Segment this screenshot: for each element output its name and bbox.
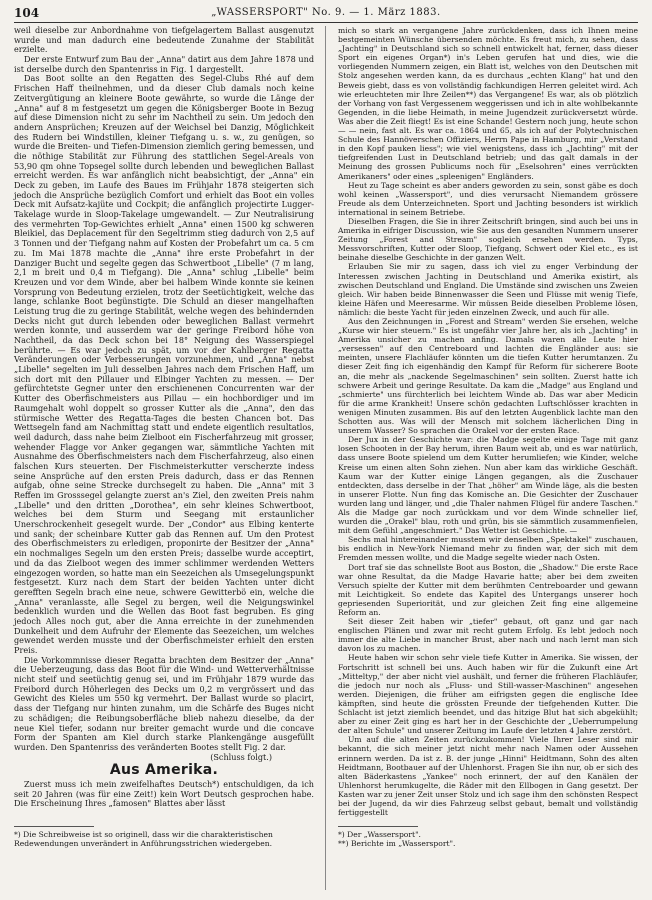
paragraph: Um auf die alten Zeiten zurückzukommen! Viele Ihrer Leser sind mir bekannt, die sich meiner jetzt nicht mehr nach Namen oder Aussehen erinnern werden. Da ist z. B. der junge „Hinni" Heidtmann, Sohn des alten Heidtmann, Bootbauer auf der Uhlenhorst. Fragen Sie ihn nur, ob er sich des alten Bäderkastens „Yankee" noch erinnert, der auf den Kanälen der Uhlenhorst herumkugelte, die Räder mit den Ellbogen in Gang gesetzt. Der Kasten war zu jener Zeit unser Stolz und ich sage ihm den schönsten Respect bei der Jugend, da wir dies Fahrzeug selbst gebaut, bemalt und vollständig fertiggestellt bbox=[338, 735, 638, 818]
paragraph: Die Vorkommnisse dieser Regatta brachten dem Besitzer der „Anna" die Ueberzeugung, dass das Boot für die Wind- und Wetterverhältnisse nicht steif und seetüchtig genug sei, und im Frühjahr 1879 wurde das Freibord durch Höherlegen des Decks um 0,2 m vergrössert und das Gewicht des Kieles um 550 kg vermehrt. Der Ballast wurde so placirt, dass der Tiefgang nur hinten zunahm, um die Schärfe des Buges nicht zu schädigen; die Reibungsoberfläche blieb nahezu dieselbe, da der neue Kiel tiefer, sodann nur breiter gemacht wurde und die concave Form der Spanten am Kiel durch starke Plankengänge ausgefüllt wurden. Den Spantenriss des veränderten Bootes stellt Fig. 2 dar. bbox=[14, 654, 314, 752]
running-title: „WASSERSPORT" No. 9. — 1. März 1883. bbox=[211, 7, 441, 18]
footnote: *) Der „Wassersport". bbox=[338, 830, 421, 839]
footnote: **) Berichte im „Wassersport". bbox=[338, 839, 456, 848]
paragraph: Heut zu Tage scheint es aber anders geworden zu sein, sonst gäbe es doch wohl keinen „Wassersport", und dies verursacht Niemandem grössere Freude als dem Unterzeichneten. Sport und Jachting besonders ist wirklich international in seinem Betriebe. bbox=[338, 180, 638, 217]
paragraph: mich so stark an vergangene Jahre zurückdenken, dass ich Ihnen meine bestgemeinten Wünsche übersenden möchte. Es freut mich, zu sehen, dass „Jachting" in Deutschland sich so schnell entwickelt hat, ferner, dass dieser Sport ein eigenes Organ*) in's Leben gerufen hat und dies, wie die vorliegenden Nummern zeigen, ein Blatt ist, welches von den Deutschen mit Stolz angesehen werden kann, da es durchaus „echten Klang" hat und den Beweis giebt, dass es von vollständig fachkundigen Herren geleitet wird. Ach wie erleuchteten mir Ihre Zeilen**) das Vergangene! Es war, als ob plötzlich der Vorhang von fast Vergessenem weggerissen und ich in alte wohlbekannte Gegenden, in die liebe Heimath, in meine Jugendzeit zurückversetzt würde. Was aber die Zeit fliegt! Es ist eine Schande! Gestern noch jung, heute schon — — nein, fast alt. Es war ca. 1864 und 65, als ich auf der Polytechnischen Schule des Hannöverschen Offiziers, Herrn Pape in Hamburg, mir „Verstand in den Kopf pauken liess"; wie viel wenigstens, dass ich „Jachting" mit der tiefgreifenden Lust in Deutschland betrieb; und das galt damals in der Meinung des grossen Publicums noch für „Eselsohren" eines verrückten Amerikaners" oder eines „spleenigen" Engländers. bbox=[338, 26, 638, 181]
paragraph: Der erste Entwurf zum Bau der „Anna" datirt aus dem Jahre 1878 und ist derselbe durch den Spantenriss in Fig. 1 dargestellt. bbox=[14, 54, 314, 74]
paragraph: Dieselben Fragen, die Sie in ihrer Zeitschrift bringen, sind auch bei uns in Amerika in eifriger Discussion, wie Sie aus den gesandten Nummern unserer Zeitung „Forest and Stream" sogleich ersehen werden. Typs, Messvorschriften, Kutter oder Sloop, Tiefgang, Schwert oder Kiel etc., es ist beinahe dieselbe Geschichte in der ganzen Welt. bbox=[338, 216, 638, 263]
continued-note: (Schluss folgt.) bbox=[210, 751, 272, 762]
paragraph: Sechs mal hintereinander musstem wir denselben „Spektakel" zuschauen, bis endlich in New-York Niemand mehr zu finden war, der sich mit dem Fremden messen wollte, und die Madge segelte wieder nach Osten. bbox=[338, 535, 638, 563]
paragraph: Der Jux in der Geschichte war: die Madge segelte einige Tage mit ganz losen Schooten in der Bay herum, ihren Baum weit ab, und es war natürlich, dass unsere Boote spielend um dem Kutter herumliefen; wie Kinder, welche Kreise um einen alten Sohn ziehen. Nun aber kam das wirkliche Geschäft. Kaum war der Kutter einige Längen gegangen, als die Zuschauer entdeckten, dass derselbe in der That „höher" am Winde läge, als die besten in unserer Flotte. Nun fing das Komische an. Die Gesichter der Zuschauer wurden lang und länger, und „die Thaler nahmen Flügel für andere Taschen." Als die Madge gar noch zurückkam und vor dem Winde schneller lief, wurden die „Orakel" blau, roth und grün, bis sie sämmtlich zusammenfielen, mit dem Gefühl „angeschmiert." Das Wetter ist Geschichte. — bbox=[338, 435, 638, 536]
footnote-rule bbox=[338, 826, 418, 827]
paragraph: weil dieselbe zur Anbordnahme von tiefgelagertem Ballast ausgenutzt wurde und man dadurch eine bedeutende Zunahme der Stabilität erzielte. bbox=[14, 25, 314, 55]
paragraph: Seit dieser Zeit haben wir „tiefer" gebaut, oft ganz und gar nach englischen Plänen und zwar mit recht gutem Erfolg. Es lebt jedoch noch immer die alte Liebe in mancher Brust, aber nach und nach lernt man sich davon los zu machen. bbox=[338, 617, 638, 654]
paragraph: Aus den Zeichnungen in „Forest and Stream" werden Sie ersehen, welche „Kurse wir hier steuern." Es ist ungefähr vier Jahre her, als ich „Jachting" in Amerika unsicher zu machen anfing. Damals waren alle Leute hier „versessen" auf den Centreboard und lachten die Engländer aus: sie meinten, unsere Flachläufer könnten um die tiefen Kutter herumtanzen. Zu dieser Zeit fing ich eigenhändig den Kampf für Reform für sicherere Boote an, die mehr als „nackende Segelmaschinen" sein sollten. Zuerst hatte ich schwere Arbeit und geringe Resultate. Da kam die „Madge" aus England und „schmierte" uns fürchterlich bei leichtem Winde ab. Das war aber Medicin für die arme Krankheit! Unsere schön gedachten Luftschlösser krachten in wenigen Minuten zusammen. Bis auf den letzten Augenblick lachte man den Schotten aus. Was will der Mensch mit solchem lächerlichen Ding in unserem Wasser? So sprachen die Orakel vor der ersten Race. bbox=[338, 317, 638, 436]
section-title: Aus Amerika. bbox=[109, 762, 219, 779]
column-separator bbox=[325, 26, 326, 890]
paragraph: Dort traf sie das schnellste Boot aus Boston, die „Shadow." Die erste Race war ohne Resultat, da die Madge Havarie hatte; aber bei dem zweiten Versuch spielte der Kutter mit dem berühmten Centreboarder und gewann mit Leichtigkeit. So endete das Kapitel des Untergangs unserer hoch gepriesenden Superiorität, und zur gleichen Zeit fing eine allgemeine Reform an. bbox=[338, 562, 638, 617]
paragraph: Zuerst muss ich mein zweifelhaftes Deutsch*) entschuldigen, da ich seit 20 Jahren (was für eine Zeit!) kein Wort Deutsch gesprochen habe. Die Erscheinung Ihres „famosen" Blattes aber lässt bbox=[14, 778, 314, 809]
paragraph: Heute haben wir schon sehr viele tiefe Kutter in Amerika. Sie wissen, der Fortschritt ist schnell bei uns. Auch haben wir für die Zukunft eine Art „Mitteltyp," der aber nicht viel aushält, und ferner die früheren Flachläufer, die jedoch nur noch als „Fluss- und Still-wasser-Maschinen" angesehen werden. Diejenigen, die früher am eifrigsten gegen die englische Idee kämpften, sind heute die grössten Freunde der tiefgehenden Kutter. Die Schlacht ist jetzt ziemlich beendet, und das hitzige Blut hat sich abgekühlt; aber zu einer Zeit ging es hart her in der Geschichte der „Ueberrumpelung der alten Schule" und unserer Zeitung im Laufe der letzten 4 Jahre zerstört. bbox=[338, 653, 638, 736]
running-header bbox=[14, 6, 638, 22]
footnote: *) Die Schreibweise ist so originell, dass wir die charakteristischen Redewendungen unverändert in Anführungsstrichen wiedergeben. bbox=[14, 830, 273, 848]
page-number: 104 bbox=[14, 6, 40, 20]
paragraph: Das Boot sollte an den Regatten des Segel-Clubs Rhé auf dem Frischen Haff theilnehmen, und da dieser Club damals noch keine Zeitvergütigung an kleinere Boote gewährte, so wurde die Länge der „Anna" auf 8 m festgesetzt um gegen die Königsberger Boote in Bezug auf diese Dimension nicht zu sehr im Nachtheil zu sein. Um jedoch den andern Ansprüchen; Kreuzen auf der Weichsel bei Danzig, Möglichkeit des Rudern bei Windstillen, kleiner Tiefgang u. s. w., zu genügen, so wurde die Breiten- und Tiefen-Dimension ziemlich gering bemessen, und die nöthige Stabilität zur Führung des stattlichen Segel-Areals von 53,90 qm ohne Topsegel sollte durch lebenden und beweglichen Ballast erreicht werden. Es war anfänglich nicht beabsichtigt, der „Anna" ein Deck zu geben, im Laufe des Baues im Frühjahr 1878 steigerten sich jedoch die Ansprüche bezüglich Comfort und erhielt das Boot ein volles Deck mit Aufsatz-kajüte und Cockpit; die anfänglich projectirte Lugger-Takelage wurde in Sloop-Takelage umgewandelt. — Zur Neutralisirung des vermehrten Top-Gewichtes erhielt „Anna" einen 1500 kg schweren Bleikiel, das Deplacement für den Segeltrimm stieg dadurch von 2,5 auf 3 Tonnen und der Tiefgang nahm auf Kosten der Probefahrt um ca. 5 cm zu. Im Mai 1878 machte die „Anna" ihre erste Probefahrt in der Danziger Bucht und segelte gegen das Schwertboot „Libelle" (7 m lang, 2,1 m breit und 0,4 m Tiefgang). Die „Anna" schlug „Libelle" beim Kreuzen und vor dem Winde, aber bei halbem Winde konnte sie keinen Vorsprung von Bedeutung erzielen, trotz der Seetüchtigkeit, welche das lange, schlanke Boot begünstigte. Die Schuld an dieser mangelhaften Leistung trug die zu geringe Stabilität, welche wegen des behindernden Decks nicht gut durch lebenden oder beweglichen Ballast vermehrt werden konnte, und ausserdem war der geringe Freibord höhe von Nachtheil, da das Deck schon bei 18° Neigung des Wasserspiegel berührte. — Es war jedoch zu spät, um vor der Kahlberger Regatta Veränderungen oder Verbesserungen vorzunehmen, und „Anna" nebst „Libelle" segelten im Juli desselben Jahres nach dem Frischen Haff, um sich dort mit den Pillauer und Elbinger Yachten zu messen. — Der gefürchtetste Gegner unter den erschienenen Concurrenten war der Kutter des Oberfischmeisters aus Pillau — ein hochbordiger und im Raumgehalt wohl doppelt so grosser Kutter als die „Anna", den das stürmische Wetter des Regatta-Tages die besten Chancen bot. Das Wettsegeln fand am Nachmittag statt und endete eigentlich resultatlos, weil dadurch, dass nahe beim Zielboot ein Fischerfahrzeug mit grosser, wehender Flagge vor Anker gegangen war, sämmtliche Yachten mit Ausnahme des Oberfischmeisters nach dem Fischerfahrzeug, also einen falschen Kurs steuerten. Der Fischmeisterkutter verscherzte indess seine Ansprüche auf den ersten Preis dadurch, dass er das Rennen aufgab, ohne seine Strecke durchsegelt zu haben. Die „Anna" mit 3 Reffen im Grosssegel gelangte zuerst an's Ziel, den zweiten Preis nahm „Libelle" und den dritten „Dorothea", ein sehr kleines Schwertboot, welches bei dem Sturm und Seegang mit erstaunlicher Unerschrockenheit gesegelt wurde. Der „Condor" aus Elbing kenterte und sank; der scheinbare Kutter gab das Rennen auf. Um den Protest des Oberfischmeisters zu erledigen, proponirte der Besitzer der „Anna" ein nochmaliges Segeln um den ersten Preis; dasselbe wurde acceptirt, und da das Zielboot wegen des immer schlimmer werdenden Wetters eingezogen worden, so hatte man ein Seezeichen als Umsegelungspunkt festgesetzt. Kurz nach dem Start der beiden Yachten unter dicht gerefften Segeln brach eine neue, schwere Gewitterbö ein, welche die „Anna" veranlasste, alle Segel zu bergen, weil die Neigungswinkel bedenklich wurden und die Wellen das Boot fast begruben. Es ging jedoch Alles noch gut, aber die Anna erreichte in der zunehmenden Dunkelheit und dem Aufruhr der Elemente das Seezeichen, um welches gewendet werden musste und der Oberfischmeister erhielt den ersten Preis. bbox=[14, 73, 314, 655]
left-column bbox=[14, 26, 314, 809]
header-rule bbox=[14, 22, 638, 23]
paragraph: Erlauben Sie mir zu sagen, dass ich viel zu enger Verbindung der Interessen zwischen Jachting in Deutschland und Amerika existirt, als zwischen Deutschland und England. Die Umstände sind zwischen uns Zweien gleich. Wir haben beide Binnenwasser die Seen und Flüsse mit wenig Tiefe, kleine Häfen und Meeresarme. Wir müssen Beide dieselben Probleme lösen, nämlich: die beste Yacht für jeden einzelnen Zweck, und auch für alle. bbox=[338, 262, 638, 317]
left-footnotes bbox=[14, 822, 314, 848]
right-column bbox=[338, 26, 638, 817]
right-footnotes bbox=[338, 822, 638, 848]
footnote-rule bbox=[14, 826, 94, 827]
